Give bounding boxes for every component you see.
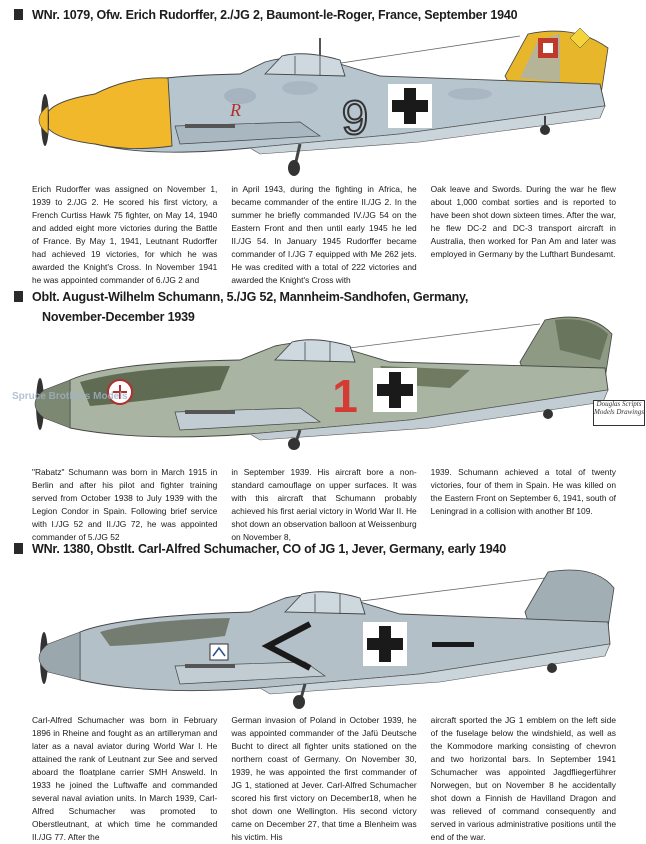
section-2-heading-line1: Oblt. August-Wilhelm Schumann, 5./JG 52, Mannheim-Sandhofen, Germany, (32, 290, 469, 304)
section-3-col-1: Carl-Alfred Schumacher was born in February 1896 in Rheine and fought as an artilleryman and later as a naval aviator during World War I. He attained the rank of Leutnant zur See and served aboard the floatplane carrier SMH Answeld. In 1933 he joined the Luftwaffe and commanded several naval aviation units. In March 1939, Carl-Alfred Schumacher was promoted to Oberstleutnant, at which time he commanded II./JG 77. After the (32, 715, 218, 842)
section-3-col-2: German invasion of Poland in October 1939, he was appointed commander of the Jafü Deutsche Bucht to direct all fighter units stationed on the northern coast of Germany. On November 30, 1939, he was appointed the first commander of JG 1, stationed at Jever. Carl-Alfred Schumacher scored his first victory on December18, when he shot down one Wellington. His second victory came on December 27, that time a Blenheim was his victim. His (231, 715, 417, 842)
section-2-col-3: 1939. Schumann achieved a total of twenty victories, four of them in Spain. He was killed on the Eastern Front on September 6, 1941, south of Leningrad in a collision with another Bf 109. (430, 467, 616, 516)
section-3-text (32, 714, 616, 844)
section-1-col-2: in April 1943, during the fighting in Africa, he became commander of the entire II./JG 2. In the summer he briefly commanded IV./JG 54 on the Eastern Front and then until early 1945 he led II./JG 54. In January 1945 Rudorffer became commander of I./JG 7 equipped with Me 262 jets. He was credited with a total of 222 victories and awarded the Knight's Cross with (231, 184, 417, 285)
code-number-1: 1 (332, 370, 358, 422)
section-1-text (32, 183, 616, 287)
section-1-heading-text: WNr. 1079, Ofw. Erich Rudorffer, 2./JG 2, Baumont-le-Roger, France, September 1940 (32, 8, 518, 22)
section-1-col-1: Erich Rudorffer was assigned on November 1, 1939 to 2./JG 2. He scored his first victory, a French Curtiss Hawk 75 fighter, on May 14, 1940 and added eight more victories during the Battle of France. By May 1, 1941, Leutnant Rudorffer had achieved 19 victories, for which he was awarded the Knight's Cross. In November 1941 he was appointed commander of 6./JG 2 and (32, 184, 218, 285)
section-2-text (32, 466, 616, 544)
profile-rudorffer (0, 26, 646, 176)
code-number-9: 9 (341, 92, 369, 145)
section-3-heading (14, 542, 506, 556)
heading-marker (14, 291, 23, 302)
heading-marker (14, 543, 23, 554)
section-1-heading (14, 8, 517, 22)
section-3-col-3: aircraft sported the JG 1 emblem on the left side of the fuselage below the windshield, as well as the Kommodore marking consisting of chevron and two horizontal bars. In September 1941 Schumacher was appointed Jagdfliegerführer Norwegen, but on November 8 he accidentally shot down a Finnish de Havilland Dragon and was relieved of command consequently and served in various administrative positions until the end of the war. (430, 715, 616, 842)
section-3-heading-text: WNr. 1380, Obstlt. Carl-Alfred Schumacher, CO of JG 1, Jever, Germany, early 1940 (32, 542, 507, 556)
watermark-logo: Spruce Brothers Models (12, 391, 128, 402)
svg-text:R: R (230, 100, 241, 120)
heading-marker (14, 9, 23, 20)
section-1-col-3: Oak leave and Swords. During the war he flew about 1,000 combat sorties and is reported to have been shot down sixteen times. After the war, he flew DC-2 and DC-3 transport aircraft in Australia, then worked for Pan Am and later was employed in Germany by the Lufthart Bundesamt. (430, 184, 616, 259)
section-2-col-2: in September 1939. His aircraft bore a non-standard camouflage on upper surfaces. It was with this aircraft that Schumann probably achieved his first aerial victory in World War II. He shot down an observation balloon at Weissenburg on November 8, (231, 467, 417, 542)
artist-signature: Douglas Scripts Models Drawings (593, 400, 645, 426)
profile-schumann (0, 310, 646, 450)
profile-schumacher (0, 562, 646, 712)
section-2-heading-line2: November-December 1939 (42, 310, 195, 324)
section-2-col-1: "Rabatz" Schumann was born in March 1915 in Berlin and after his pilot and fighter training served from October 1938 to July 1939 with the Legion Condor in Spain. Following brief service with I./JG 52 and II./JG 72, he was appointed commander of 5./JG 52 (32, 467, 218, 542)
